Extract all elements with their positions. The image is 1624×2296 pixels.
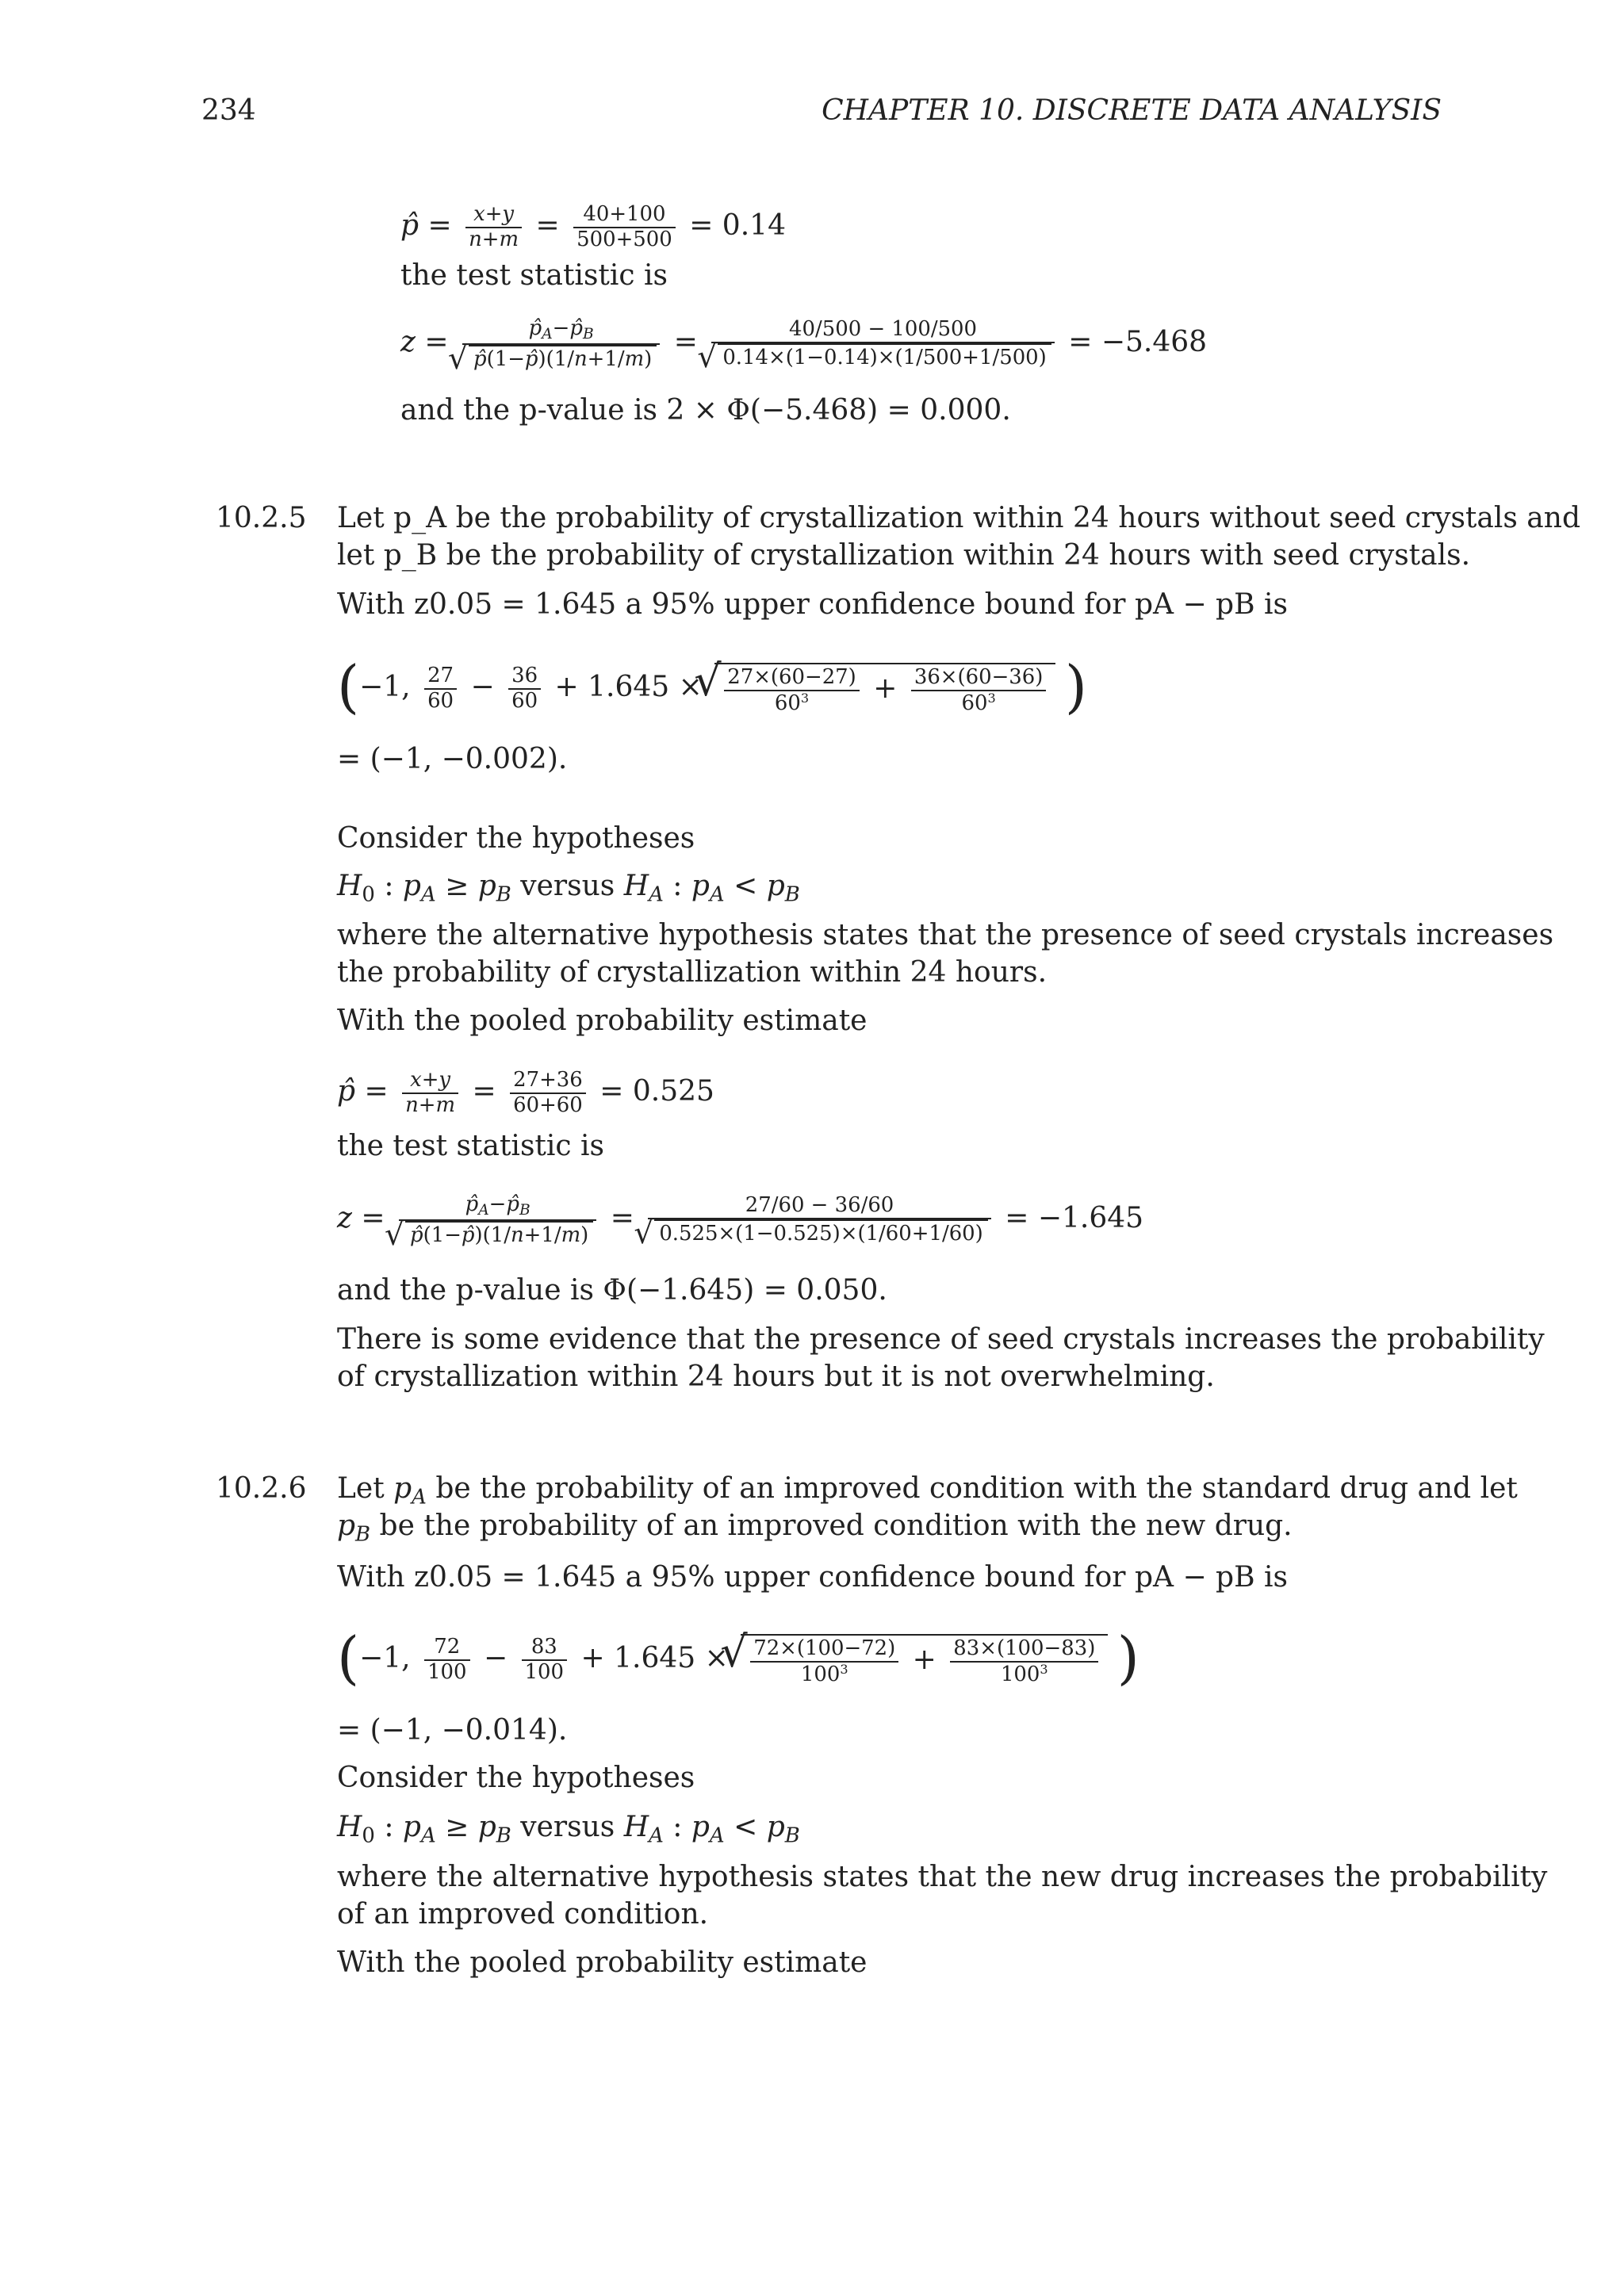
page-number: 234	[201, 94, 256, 127]
p6-bound-text: With z0.05 = 1.645 a 95% upper confidence bound for pA − pB is	[337, 1561, 1288, 1594]
p6-confidence-interval: (−1, $\frac{72}{100}$ − $\frac{83}{100}$ + 1.645 × √ $\frac{72\times(100-72)}{100^3}$ + $\frac{83\times(100-83)}{100^3}$ )	[337, 1629, 1139, 1686]
p6-consider: Consider the hypotheses	[337, 1762, 695, 1794]
problem-number-10-2-6: 10.2.6	[216, 1472, 307, 1505]
p5-z-equation: z = $p̂_A-p̂_B$ √ p̂(1−p̂)(1/n+1/m) = 27/60 − 36/60 √ 0.525×(1−0.525)×(1/60+1/60) = −1.645	[337, 1193, 1143, 1247]
p6-intro-line2: $p_B$ be the probability of an improved condition with the new drug.	[337, 1510, 1293, 1547]
pooled-estimate-equation-top: p̂ = $\frac{x+y}{n+m}$ = $\frac{40+100}{500+500}$ = 0.14	[400, 202, 786, 251]
p5-confidence-interval: (−1, $\frac{27}{60}$ − $\frac{36}{60}$ + 1.645 × √ $\frac{27\times(60-27)}{60^3}$ + $\frac{36\times(60-36)}{60^3}$ )	[337, 658, 1087, 715]
p5-intro-line1: Let p_A be the probability of crystallization within 24 hours without seed crystals and	[337, 502, 1580, 534]
p6-ci-result: = (−1, −0.014).	[337, 1714, 568, 1747]
p5-conclusion-line2: of crystallization within 24 hours but it is not overwhelming.	[337, 1360, 1215, 1393]
p6-pooled: With the pooled probability estimate	[337, 1946, 868, 1979]
pvalue-top: and the p-value is 2 × Φ(−5.468) = 0.000.	[400, 394, 1011, 427]
chapter-title: CHAPTER 10. DISCRETE DATA ANALYSIS	[822, 94, 1442, 127]
p5-ci-result: = (−1, −0.002).	[337, 743, 568, 775]
p5-bound-text: With z0.05 = 1.645 a 95% upper confidence bound for pA − pB is	[337, 588, 1288, 621]
p5-alt-line2: the probability of crystallization within 24 hours.	[337, 956, 1048, 989]
p5-alt-line1: where the alternative hypothesis states that the presence of seed crystals increases	[337, 919, 1554, 951]
p6-alt-line1: where the alternative hypothesis states that the new drug increases the probability	[337, 1861, 1548, 1893]
p6-alt-line2: of an improved condition.	[337, 1898, 709, 1931]
z-equation-top: z = $p̂_A-p̂_B$ √ p̂(1−p̂)(1/n+1/m) = 40/500 − 100/500 √ 0.14×(1−0.14)×(1/500+1/500) = −5.468	[400, 317, 1207, 371]
p5-hypotheses: $H_0$ : $p_A \ge p_B$ versus $H_A$ : $p_A < p_B$	[337, 870, 800, 907]
p5-pooled: With the pooled probability estimate	[337, 1004, 868, 1037]
p5-test-stat-intro: the test statistic is	[337, 1130, 604, 1162]
p6-hypotheses: $H_0$ : $p_A \ge p_B$ versus $H_A$ : $p_A < p_B$	[337, 1811, 800, 1848]
p5-conclusion-line1: There is some evidence that the presence of seed crystals increases the probability	[337, 1323, 1545, 1356]
p5-pvalue: and the p-value is Φ(−1.645) = 0.050.	[337, 1274, 887, 1307]
p5-intro-line2: let p_B be the probability of crystallization within 24 hours with seed crystals.	[337, 539, 1471, 572]
test-stat-intro-top: the test statistic is	[400, 259, 668, 292]
p5-phat-equation: p̂ = $\frac{x+y}{n+m}$ = $\frac{27+36}{60+60}$ = 0.525	[337, 1068, 714, 1117]
problem-number-10-2-5: 10.2.5	[216, 502, 307, 534]
p6-intro-line1: Let $p_A$ be the probability of an improved condition with the standard drug and let	[337, 1472, 1518, 1510]
p5-consider: Consider the hypotheses	[337, 822, 695, 855]
